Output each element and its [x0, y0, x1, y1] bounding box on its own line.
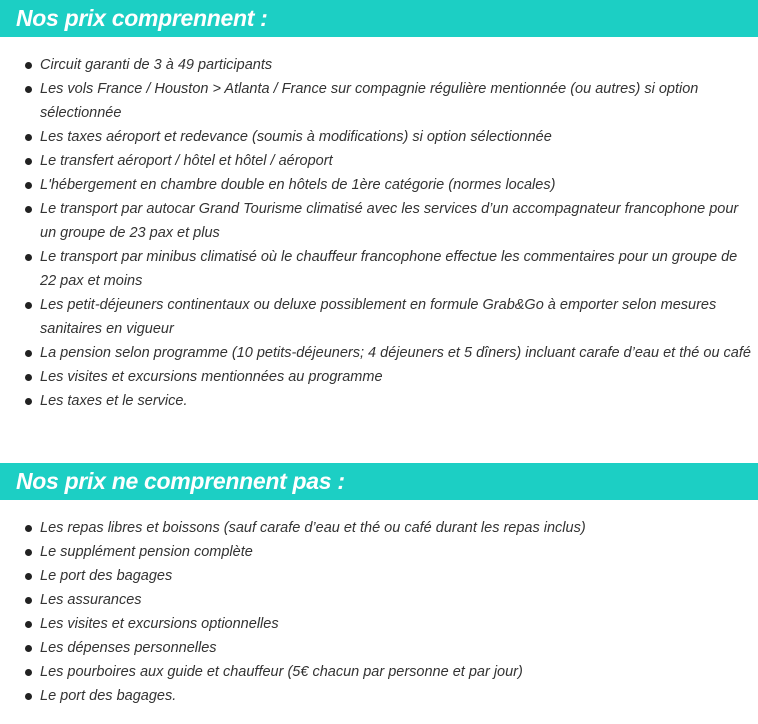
list-item — [0, 173, 758, 197]
bullet-icon — [25, 206, 32, 213]
bullet-icon — [25, 525, 32, 532]
included-header — [0, 0, 758, 37]
list-item — [0, 293, 758, 341]
excluded-title: Nos prix ne comprennent pas : — [16, 468, 345, 494]
list-item-text: Les taxes aéroport et redevance (soumis à modifications) si option sélectionnée — [40, 129, 552, 145]
list-item-text: Circuit garanti de 3 à 49 participants — [40, 57, 273, 73]
list-item — [0, 516, 758, 540]
list-item-text: Le port des bagages — [40, 568, 173, 584]
list-item — [0, 53, 758, 77]
bullet-icon — [25, 573, 32, 580]
list-item — [0, 341, 758, 365]
list-item-text: Le transfert aéroport / hôtel et hôtel / aéroport — [40, 153, 333, 169]
list-item-text: Le port des bagages. — [40, 688, 177, 704]
list-item-text: Les dépenses personnelles — [40, 640, 217, 656]
list-item — [0, 77, 758, 125]
bullet-icon — [25, 693, 32, 700]
bullet-icon — [25, 350, 32, 357]
list-item — [0, 540, 758, 564]
bullet-icon — [25, 669, 32, 676]
list-item-text: La pension selon programme (10 petits-déjeuners; 4 déjeuners et 5 dîners) incluant carafe d’eau et thé ou café — [40, 345, 751, 361]
list-item-text: Les visites et excursions mentionnées au programme — [40, 369, 383, 385]
list-item — [0, 684, 758, 708]
included-list — [0, 53, 758, 413]
bullet-icon — [25, 621, 32, 628]
list-item-text: Les visites et excursions optionnelles — [40, 616, 279, 632]
bullet-icon — [25, 645, 32, 652]
list-item — [0, 125, 758, 149]
excluded-list — [0, 516, 758, 708]
bullet-icon — [25, 374, 32, 381]
list-item — [0, 365, 758, 389]
excluded-section — [0, 463, 758, 708]
list-item-text: Les pourboires aux guide et chauffeur (5€ chacun par personne et par jour) — [40, 664, 523, 680]
list-item — [0, 245, 758, 293]
bullet-icon — [25, 302, 32, 309]
bullet-icon — [25, 549, 32, 556]
list-item-text: Le transport par minibus climatisé où le chauffeur francophone effectue les commentaires pour un groupe de 22 pax et moins — [40, 249, 738, 289]
excluded-header — [0, 463, 758, 500]
list-item-text: Le supplément pension complète — [40, 544, 253, 560]
bullet-icon — [25, 134, 32, 141]
bullet-icon — [25, 182, 32, 189]
bullet-icon — [25, 86, 32, 93]
list-item — [0, 636, 758, 660]
bullet-icon — [25, 597, 32, 604]
bullet-icon — [25, 398, 32, 405]
included-title: Nos prix comprennent : — [16, 5, 268, 31]
list-item — [0, 564, 758, 588]
list-item — [0, 612, 758, 636]
bullet-icon — [25, 62, 32, 69]
list-item-text: Le transport par autocar Grand Tourisme climatisé avec les services d’un accompagnateur francophone pour un groupe de 23 pax et plus — [40, 201, 739, 241]
list-item-text: Les repas libres et boissons (sauf carafe d’eau et thé ou café durant les repas inclus) — [40, 520, 586, 536]
list-item — [0, 197, 758, 245]
list-item — [0, 149, 758, 173]
list-item-text: Les petit-déjeuners continentaux ou deluxe possiblement en formule Grab&Go à emporter selon mesures sanitaires en vigueur — [40, 297, 717, 337]
list-item — [0, 389, 758, 413]
list-item — [0, 588, 758, 612]
bullet-icon — [25, 158, 32, 165]
list-item-text: Les taxes et le service. — [40, 393, 188, 409]
list-item-text: Les assurances — [40, 592, 142, 608]
list-item-text: L'hébergement en chambre double en hôtels de 1ère catégorie (normes locales) — [40, 177, 556, 193]
bullet-icon — [25, 254, 32, 261]
list-item-text: Les vols France / Houston > Atlanta / France sur compagnie régulière mentionnée (ou autres) si option sélectionnée — [40, 81, 699, 121]
list-item — [0, 660, 758, 684]
